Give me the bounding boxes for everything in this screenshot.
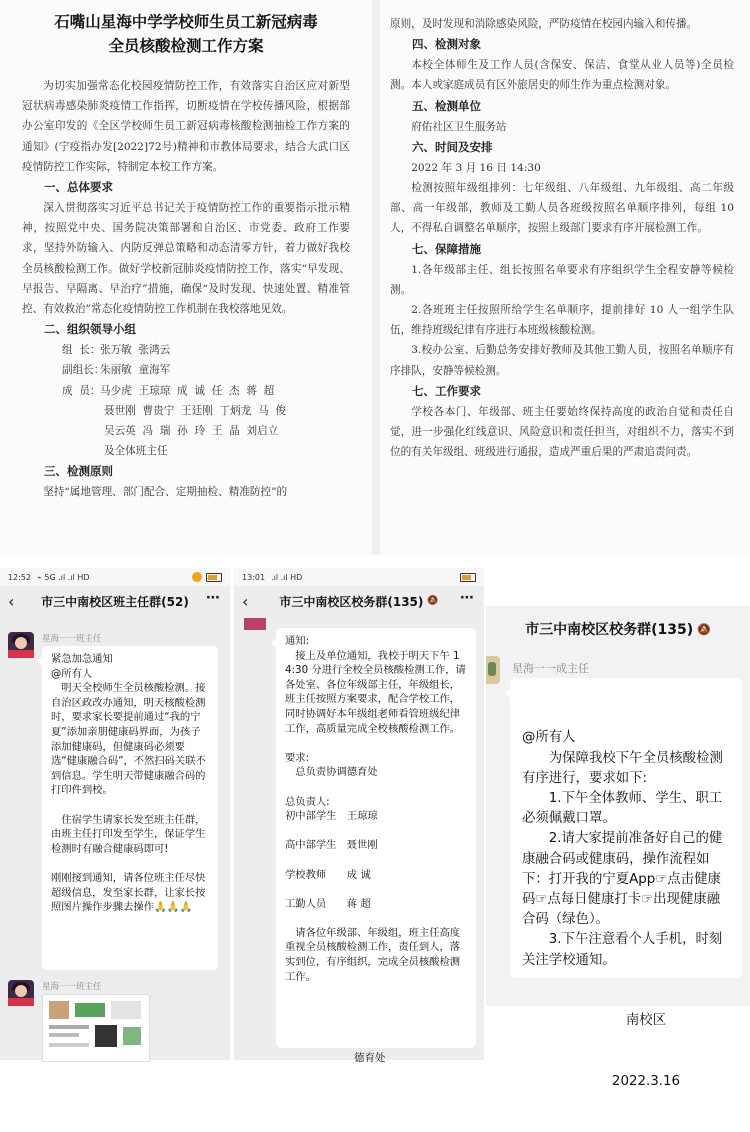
- chat-screenshot-class-teachers: [0, 568, 230, 1060]
- section-3-text: 坚持“属地管理、部门配合、定期抽检、精准防控”的: [43, 486, 288, 499]
- member-line-4: 及全体班主任: [104, 445, 168, 458]
- chat-header: [486, 606, 750, 652]
- avatar[interactable]: [486, 656, 500, 684]
- section-1-text: 深入贯彻落实习近平总书记关于疫情防控工作的重要指示批示精神，按照党中央、国务院决策部署和自治区、市党委、政府工作要求，坚持外防输入、内防反弹总策略和动态清零方针，着力做好我校全员核酸检测工作。做好学校新冠肺炎疫情防控工作，落实“早发现、早报告、早隔离、早治疗”措施，确保“及时发现、快速处置、精准管控、有效救治”常态化疫情防控工作机制在我校落地见效。: [22, 202, 350, 316]
- chat-title: 市三中南校区校务群(135): [525, 622, 694, 638]
- section-7-item-2: 2.各班班主任按照所给学生名单顺序，提前排好 10 人一组学生队伍，维持班级纪律有序进行本班级核酸检测。: [390, 304, 734, 337]
- section-6-time: 2022 年 3 月 16 日 14:30: [411, 161, 541, 174]
- section-7-item-1: 1.各年级部主任、组长按照名单要求有序组织学生全程安静等候检测。: [390, 263, 734, 296]
- chat-title: 市三中南校区校务群(135): [279, 594, 424, 609]
- notification-dot-icon: [192, 572, 202, 582]
- member-row: [22, 381, 350, 401]
- battery-icon: [460, 573, 476, 582]
- section-5-title: 五、检测单位: [412, 98, 481, 113]
- message-sign: 南校区: [625, 1013, 667, 1029]
- document-title-line1: 石嘴山星海中学学校师生员工新冠病毒: [54, 12, 318, 31]
- message-bubble[interactable]: 通知: 接上及单位通知，我校于明天下午 14:30 分进行全校全员核酸检测工作，请各处室、各位年级部主任，年级组长，班主任按照方案要求，配合学校工作，同时协调好本年级组老师看管班级纪律工作，高质量完成全校核酸检测工作。 要求: 总负责协调德育处 总负责人: 初中部学生 王琼琼 高中部学生 聂世刚 学校教师 成 诚 工勤人员 蒋 超 请各位年级部、年级组，班主任高度重视全员核酸检测工作，责任到人，落实到位，有序组织，完成全员核酸检测工作。: [276, 628, 476, 1048]
- battery-icon: [206, 573, 222, 582]
- member-label: 成 员：: [62, 384, 101, 397]
- status-bar: [0, 568, 230, 586]
- avatar-2[interactable]: [8, 980, 34, 1006]
- leader-value: 张万敏 张鸿云: [100, 344, 171, 357]
- member-line-3: 吴云英 冯 瑞 孙 玲 王 晶 刘启立: [104, 425, 279, 438]
- status-bar: [234, 568, 484, 586]
- sender-name: 星海一一成主任: [512, 662, 589, 675]
- message-body: @所有人 为保障我校下午全员核酸检测有序进行，要求如下: 1.下午全体教师、学生、职工必须佩戴口罩。 2.请大家提前准备好自己的健康融合码或健康码，操作流程如下：打开我的宁夏App☞点击健康码☞点每日健康打卡☞出现健康融合码（绿色）。 3.下午注意看个人手机，时刻关注学校通知。: [522, 730, 723, 968]
- message-bubble[interactable]: [510, 678, 742, 1089]
- message-footer-signature: 德育处: [354, 1052, 386, 1064]
- mute-bell-icon: 🔕: [697, 622, 711, 636]
- chat-screenshot-school-affairs: [234, 568, 484, 1064]
- avatar[interactable]: [244, 618, 266, 630]
- signal-indicator: .ıl .ıl HD: [271, 572, 303, 582]
- more-icon[interactable]: ⋯: [206, 590, 220, 606]
- more-icon[interactable]: ⋯: [460, 590, 474, 606]
- chat-header: [234, 586, 484, 616]
- section-4-text: 本校全体师生及工作人员(含保安、保洁、食堂从业人员等)全员检测。本人或家庭成员有区外旅居史的师生作为重点检测对象。: [390, 59, 734, 92]
- page-divider: [372, 0, 380, 555]
- deputy-label: 副组长：: [62, 364, 105, 377]
- chat-title: 市三中南校区班主任群(52): [41, 594, 189, 609]
- member-line-1: 马少虎 王琼琼 成 诚 任 杰 蒋 超: [100, 384, 275, 397]
- leader-row: [22, 340, 350, 360]
- status-time: 12:52: [8, 572, 32, 582]
- message-date: 2022.3.16: [611, 1073, 681, 1089]
- chevron-left-icon[interactable]: ‹: [8, 592, 15, 611]
- section-8-title: 七、工作要求: [412, 383, 481, 398]
- deputy-value: 朱丽敏 童海军: [100, 364, 171, 377]
- section-4-title: 四、检测对象: [412, 37, 481, 52]
- section-3-title: 三、检测原则: [44, 464, 113, 479]
- section-6-title: 六、时间及安排: [412, 139, 493, 154]
- status-time: 13:01: [242, 572, 266, 582]
- signal-indicator: ⌁ 5G .ıl .ıl HD: [37, 572, 90, 582]
- document-intro: 为切实加强常态化校园疫情防控工作，有效落实自治区应对新型冠状病毒感染肺炎疫情工作指挥，切断疫情在学校传播风险，根据部办公室印发的《全区学校师生员工新冠病毒核酸检测抽检工作方案的通知》(宁疫指办发[2022]72号)精神和市教体局要求，结合大武口区疫情防控工作实际，特制定本校工作方案。: [22, 80, 350, 173]
- section-7-title: 七、保障措施: [412, 241, 481, 256]
- deputy-row: [22, 360, 350, 380]
- section-6-text: 检测按照年级组排列：七年级组、八年级组、九年级组、高二年级部、高一年级部，教师及工勤人员各班级按照名单顺序排列，每组 10 人，不得私自调整名单顺序，按照上级部门要求有序开展检测工作。: [390, 182, 734, 235]
- section-7-item-3: 3.校办公室、后勤总务安排好教师及其他工勤人员，按照名单顺序有序排队，安静等候检测。: [390, 344, 734, 377]
- section-1-title: 一、总体要求: [44, 180, 113, 195]
- section-2-title: 二、组织领导小组: [44, 322, 136, 337]
- sender-name: 星海一一班主任: [42, 634, 102, 644]
- chat-screenshot-school-affairs-2: [486, 606, 750, 1089]
- chat-header: [0, 586, 230, 616]
- message-bubble[interactable]: 紧急加急通知 @所有人 明天全校师生全员核酸检测。接自治区政改办通知，明天核酸检测时，要求家长要提前通过“我的宁夏”添加亲朋健康码界面，为孩子添加健康码，但健康码必须要选“健康融合码”，不然扫码关联不到信息。学生明天带健康融合码的打印件到校。 住宿学生请家长发至班主任群，由班主任打印发至学生，保证学生检测时有融合健康码即可! 刚刚接到通知，请各位班主任尽快超级信息，发至家长群，让家长按照图片操作步骤去操作🙏🙏🙏: [42, 646, 218, 970]
- avatar[interactable]: [8, 632, 34, 658]
- document-page-right: [380, 0, 750, 555]
- section-5-text: 府佑社区卫生服务站: [411, 120, 507, 133]
- chevron-left-icon[interactable]: ‹: [242, 592, 249, 611]
- document-page-left: [0, 0, 372, 555]
- sender-name-2: 星海一一班主任: [42, 982, 102, 992]
- mute-bell-icon: 🔕: [427, 596, 439, 606]
- section-3-continued: 原则，及时发现和消除感染风险，严防疫情在校园内输入和传播。: [390, 18, 698, 30]
- leader-label: 组 长：: [62, 344, 101, 357]
- section-8-text: 学校各本门、年级部、班主任要始终保持高度的政治自觉和责任自觉，进一步强化红线意识、风险意识和责任担当，对组织不力，落实不到位的有关年级组、班级进行通报，造成严重后果的严肃追责问责。: [390, 405, 734, 459]
- member-line-2: 聂世刚 曹贵宁 王廷刚 丁炳龙 马 俊: [104, 404, 286, 417]
- document-title-line2: 全员核酸检测工作方案: [108, 36, 264, 55]
- image-message-thumbnail[interactable]: [42, 994, 150, 1062]
